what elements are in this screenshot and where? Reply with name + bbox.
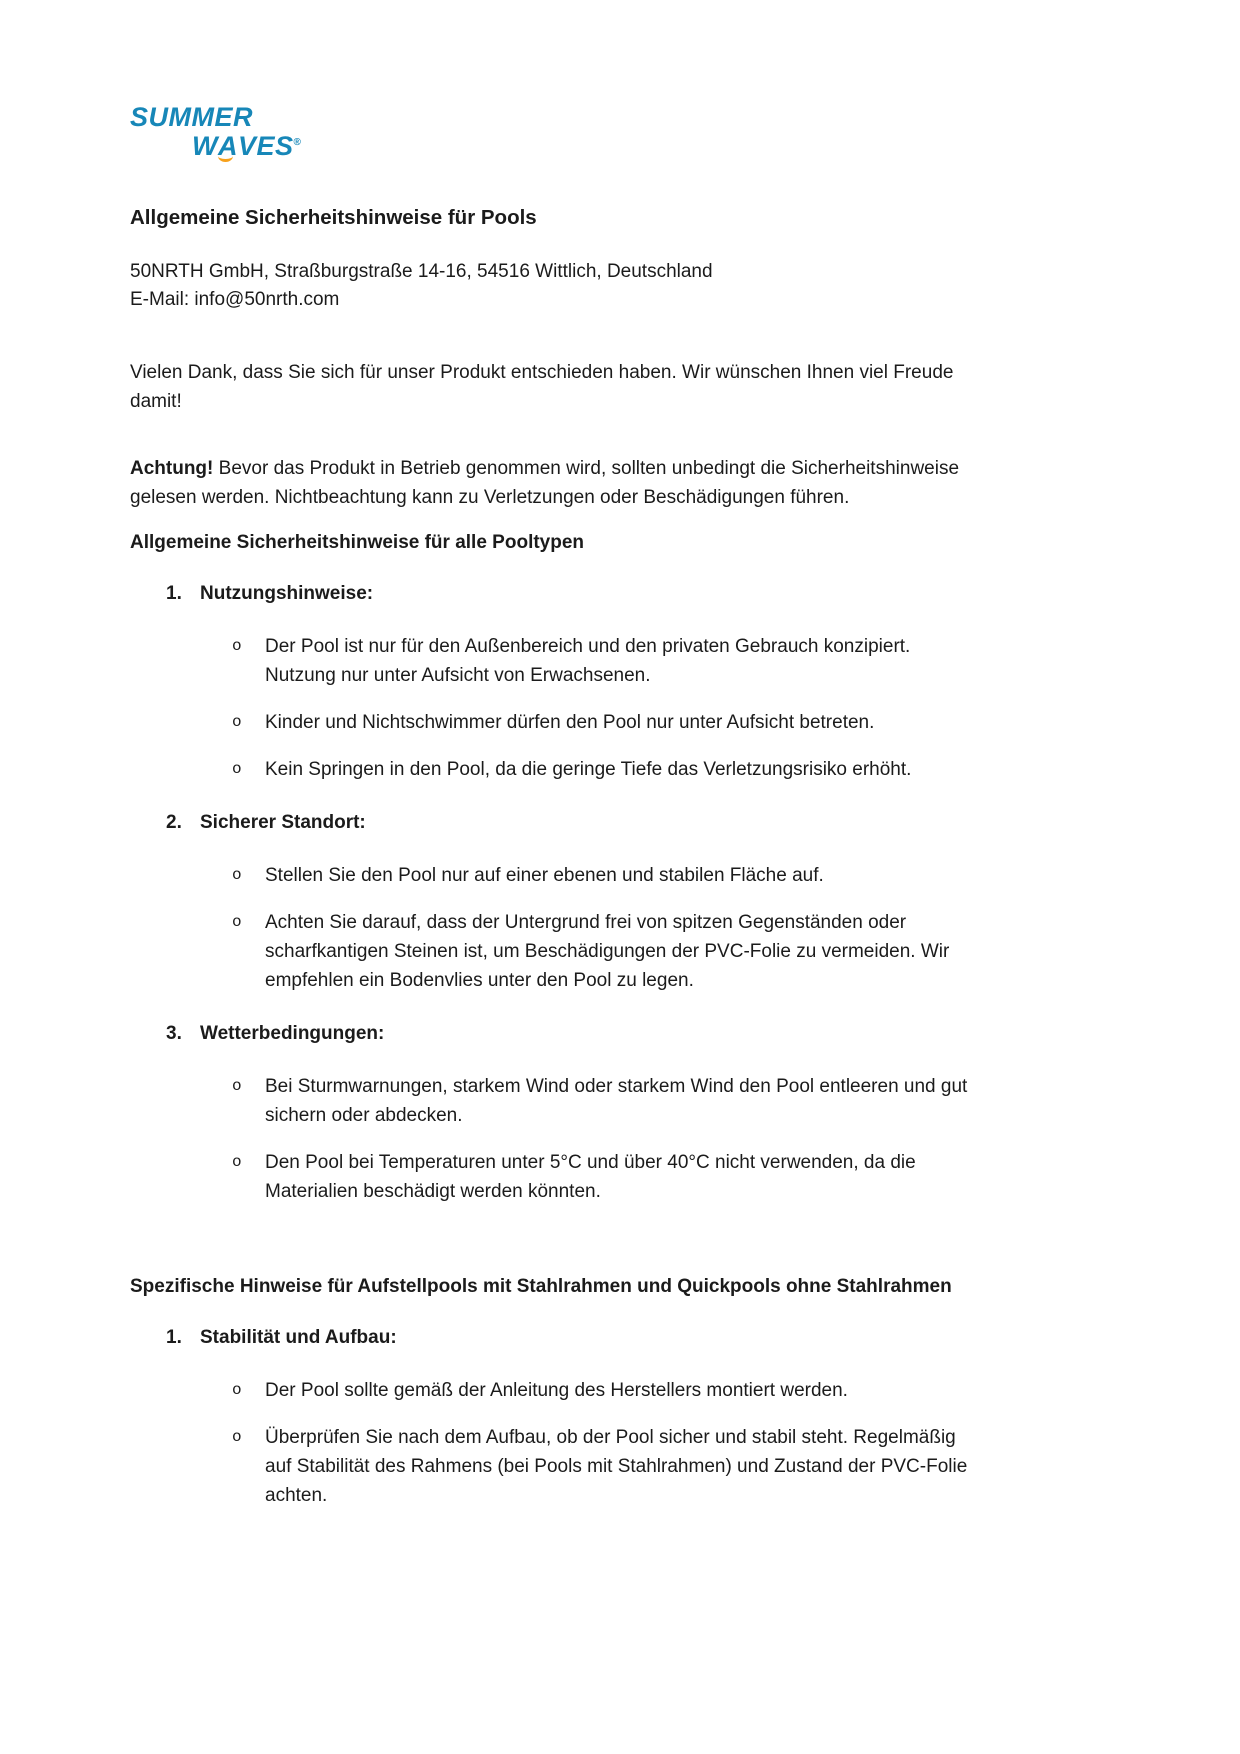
numbered-title	[130, 1019, 1108, 1048]
list-item-stabilitaet-und-aufbau	[130, 1323, 1108, 1510]
section-heading-general: Allgemeine Sicherheitshinweise für alle Pooltypen	[130, 532, 585, 553]
numbered-title	[130, 1323, 1108, 1352]
bullet-marker: o	[232, 637, 242, 655]
company-address-line: 50NRTH GmbH, Straßburgstraße 14-16, 54516 Wittlich, Deutschland	[130, 261, 713, 282]
summer-waves-logo	[130, 104, 340, 160]
item-number: 3.	[166, 1023, 182, 1044]
bullet-item	[130, 632, 1108, 690]
warning-text: Bevor das Produkt in Betrieb genommen wird, sollten unbedingt die Sicherheitshinweise gelesen werden. Nichtbeachtung kann zu Verletzungen oder Beschädigungen führen.	[130, 458, 960, 508]
item-title: Wetterbedingungen:	[200, 1023, 385, 1044]
bullet-text: Den Pool bei Temperaturen unter 5°C und über 40°C nicht verwenden, da die Materialien beschädigt werden könnten.	[265, 1152, 916, 1202]
bullet-item	[130, 755, 1108, 784]
logo-letters-ves: VES	[237, 131, 294, 161]
logo-letter-a: A	[217, 131, 238, 161]
bullet-marker: o	[232, 913, 242, 931]
item-number: 1.	[166, 583, 182, 604]
bullet-item	[130, 1072, 1108, 1130]
thanks-paragraph: Vielen Dank, dass Sie sich für unser Produkt entschieden haben. Wir wünschen Ihnen viel Freude damit!	[130, 362, 954, 412]
email-line: E-Mail: info@50nrth.com	[130, 289, 340, 310]
section-heading-specific: Spezifische Hinweise für Aufstellpools mit Stahlrahmen und Quickpools ohne Stahlrahmen	[130, 1276, 952, 1297]
bullet-item	[130, 1423, 1108, 1510]
item-number: 2.	[166, 812, 182, 833]
logo-word-waves	[192, 133, 340, 160]
bullet-item	[130, 861, 1108, 890]
bullet-text: Überprüfen Sie nach dem Aufbau, ob der Pool sicher und stabil steht. Regelmäßig auf Stabilität des Rahmens (bei Pools mit Stahlrahmen) und Zustand der PVC-Folie achten.	[265, 1427, 968, 1506]
bullet-marker: o	[232, 760, 242, 778]
page-title: Allgemeine Sicherheitshinweise für Pools	[130, 206, 537, 229]
bullet-text: Kinder und Nichtschwimmer dürfen den Pool nur unter Aufsicht betreten.	[265, 712, 875, 733]
bullet-text: Bei Sturmwarnungen, starkem Wind oder starkem Wind den Pool entleeren und gut sichern oder abdecken.	[265, 1076, 968, 1126]
list-item-wetterbedingungen	[130, 1019, 1108, 1206]
bullet-item	[130, 1148, 1108, 1206]
item-title: Sicherer Standort:	[200, 812, 366, 833]
warning-paragraph	[130, 454, 982, 512]
bullet-marker: o	[232, 1077, 242, 1095]
contact-block	[130, 258, 1108, 314]
bullet-marker: o	[232, 1381, 242, 1399]
bullet-marker: o	[232, 713, 242, 731]
bullet-marker: o	[232, 1153, 242, 1171]
bullet-item	[130, 908, 1108, 995]
list-item-sicherer-standort	[130, 808, 1108, 995]
logo-word-summer: SUMMER	[130, 102, 253, 132]
bullet-text: Der Pool sollte gemäß der Anleitung des Herstellers montiert werden.	[265, 1380, 848, 1401]
bullet-text: Achten Sie darauf, dass der Untergrund frei von spitzen Gegenständen oder scharfkantigen Steinen ist, um Beschädigungen der PVC-Folie zu vermeiden. Wir empfehlen ein Bodenvlies unter den Pool zu legen.	[265, 912, 950, 991]
bullet-item	[130, 708, 1108, 737]
bullet-text: Stellen Sie den Pool nur auf einer ebenen und stabilen Fläche auf.	[265, 865, 824, 886]
bullet-item	[130, 1376, 1108, 1405]
bullet-marker: o	[232, 1428, 242, 1446]
wave-swoosh-icon	[218, 150, 233, 162]
numbered-title	[130, 579, 1108, 608]
list-item-nutzungshinweise	[130, 579, 1108, 784]
bullet-marker: o	[232, 866, 242, 884]
item-number: 1.	[166, 1327, 182, 1348]
logo-letter-w: W	[192, 131, 218, 161]
item-title: Stabilität und Aufbau:	[200, 1327, 397, 1348]
bullet-text: Der Pool ist nur für den Außenbereich und den privaten Gebrauch konzipiert. Nutzung nur unter Aufsicht von Erwachsenen.	[265, 636, 911, 686]
numbered-title	[130, 808, 1108, 837]
bullet-text: Kein Springen in den Pool, da die geringe Tiefe das Verletzungsrisiko erhöht.	[265, 759, 912, 780]
warning-label: Achtung!	[130, 458, 214, 479]
registered-trademark-icon: ®	[293, 137, 302, 148]
item-title: Nutzungshinweise:	[200, 583, 374, 604]
